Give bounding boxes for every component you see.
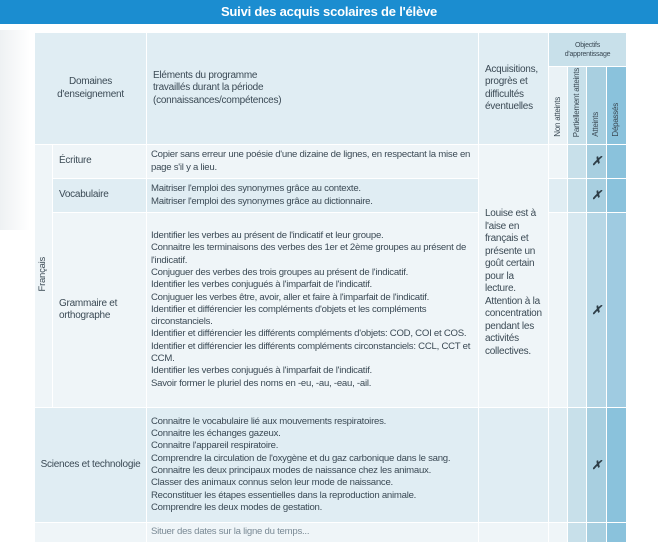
list-item: Connaitre les terminaisons des verbes des 1er et 2ème groupes au présent de l'indicatif. bbox=[151, 242, 467, 266]
header-depasses bbox=[607, 67, 627, 145]
page-shadow bbox=[0, 30, 30, 230]
domain-label: Français bbox=[37, 256, 49, 292]
subject-grammaire bbox=[53, 213, 147, 408]
table-row bbox=[35, 408, 627, 523]
items-vocabulaire bbox=[147, 179, 479, 213]
subject-vocabulaire: Vocabulaire bbox=[53, 179, 147, 213]
list-item: Identifier les verbes conjugués à l'imparfait de l'indicatif. bbox=[151, 365, 372, 377]
items-ecriture bbox=[147, 145, 479, 179]
level-label: Dépassés bbox=[611, 103, 621, 137]
header-elements-line3: (connaissances/compétences) bbox=[153, 94, 282, 106]
cell-non-atteints[interactable] bbox=[549, 145, 568, 179]
cell-non-atteints[interactable] bbox=[549, 179, 568, 213]
acquisitions-next bbox=[479, 523, 549, 543]
header-obj-line1: Objectifs bbox=[575, 41, 600, 49]
items-sciences bbox=[147, 408, 479, 523]
header-atteints bbox=[587, 67, 607, 145]
list-item: Connaitre les échanges gazeux. bbox=[151, 428, 281, 440]
table-row bbox=[35, 523, 627, 543]
cell-atteints[interactable]: ✗ bbox=[587, 408, 607, 523]
list-item: Savoir former le pluriel des noms en -eu, -au, -eau, -ail. bbox=[151, 377, 372, 389]
level-label: Partiellement atteints bbox=[571, 67, 581, 137]
list-item: Connaitre le vocabulaire lié aux mouvements respiratoires. bbox=[151, 415, 387, 427]
list-item: Maitriser l'emploi des synonymes grâce au dictionnaire. bbox=[151, 195, 373, 207]
acquisitions-francais bbox=[479, 145, 549, 408]
level-label: Non atteints bbox=[552, 97, 562, 137]
cell-non-atteints[interactable] bbox=[549, 213, 568, 408]
header-acq-line2: progrès et bbox=[485, 76, 528, 88]
cell-depasses[interactable] bbox=[607, 213, 627, 408]
list-item: Classer des animaux connus selon leur mode de naissance. bbox=[151, 477, 393, 489]
header-acquisitions bbox=[479, 33, 549, 145]
cell-depasses[interactable] bbox=[607, 523, 627, 543]
header-domaines-label: Domaines d'enseignement bbox=[57, 76, 124, 100]
list-item: Maitriser l'emploi des synonymes grâce au contexte. bbox=[151, 183, 361, 195]
list-item: Reconstituer les étapes essentielles dans la reproduction animale. bbox=[151, 489, 417, 501]
items-grammaire bbox=[147, 213, 479, 408]
header-domaines bbox=[35, 33, 147, 145]
acquisitions-text: Louise est à l'aise en français et présente un goût certain pour la lecture. Attention à la concentration pendant les activités collectives. bbox=[485, 208, 542, 357]
items-next bbox=[147, 523, 479, 543]
header-objectifs bbox=[549, 33, 627, 67]
list-item: Connaitre l'appareil respiratoire. bbox=[151, 440, 279, 452]
domain-next bbox=[35, 523, 147, 543]
list-item: Identifier et différencier les différents compléments d'objets: COD, COI et COS. bbox=[151, 328, 467, 340]
cell-depasses[interactable] bbox=[607, 179, 627, 213]
cell-non-atteints[interactable] bbox=[549, 523, 568, 543]
list-item: Conjuguer des verbes des trois groupes au présent de l'indicatif. bbox=[151, 266, 409, 278]
cell-partiellement-atteints[interactable] bbox=[568, 145, 587, 179]
list-item: Identifier les verbes conjugués à l'imparfait de l'indicatif. bbox=[151, 279, 372, 291]
cell-depasses[interactable] bbox=[607, 408, 627, 523]
cell-partiellement-atteints[interactable] bbox=[568, 523, 587, 543]
subject-ecriture: Écriture bbox=[53, 145, 147, 179]
list-item: Copier sans erreur une poésie d'une dizaine de lignes, en respectant la mise en page s'il y a lieu. bbox=[151, 149, 471, 173]
domain-francais bbox=[35, 145, 53, 408]
cell-atteints[interactable]: ✗ bbox=[587, 145, 607, 179]
acquisitions-sciences bbox=[479, 408, 549, 523]
cell-partiellement-atteints[interactable] bbox=[568, 179, 587, 213]
subject-label: Grammaire et orthographe bbox=[59, 297, 118, 321]
header-acq-line3: difficultés bbox=[485, 88, 524, 100]
list-item: Comprendre la circulation de l'oxygène et du gaz carbonique dans le sang. bbox=[151, 452, 451, 464]
header-obj-line2: d'apprentissage bbox=[564, 50, 611, 58]
header-acq-line1: Acquisitions, bbox=[485, 63, 538, 75]
header-elements bbox=[147, 33, 479, 145]
list-item: Situer des dates sur la ligne du temps... bbox=[151, 526, 310, 537]
domain-sciences: Sciences et technologie bbox=[35, 408, 147, 523]
cell-partiellement-atteints[interactable] bbox=[568, 213, 587, 408]
page-title: Suivi des acquis scolaires de l'élève bbox=[0, 0, 658, 24]
list-item: Identifier et différencier les compléments d'objets et les compléments circonstanciels. bbox=[151, 303, 427, 328]
cell-depasses[interactable] bbox=[607, 145, 627, 179]
header-partiellement-atteints bbox=[568, 67, 587, 145]
table-row bbox=[35, 145, 627, 179]
header-acq-line4: éventuelles bbox=[485, 100, 533, 112]
cell-atteints[interactable] bbox=[587, 523, 607, 543]
header-elements-line2: travaillés durant la période bbox=[153, 82, 264, 94]
cell-atteints[interactable]: ✗ bbox=[587, 213, 607, 408]
header-non-atteints bbox=[549, 67, 568, 145]
list-item: Conjuguer les verbes être, avoir, aller et faire à l'imparfait de l'indicatif. bbox=[151, 291, 429, 303]
header-elements-line1: Eléments du programme bbox=[153, 70, 258, 82]
cell-non-atteints[interactable] bbox=[549, 408, 568, 523]
list-item: Identifier les verbes au présent de l'indicatif et leur groupe. bbox=[151, 230, 384, 242]
level-label: Atteints bbox=[591, 112, 601, 137]
list-item: Comprendre les deux modes de gestation. bbox=[151, 501, 323, 513]
grades-table bbox=[34, 32, 627, 543]
list-item: Identifier et différencier les différents compléments circonstanciels: CCL, CCT et CCM. bbox=[151, 340, 471, 365]
cell-atteints[interactable]: ✗ bbox=[587, 179, 607, 213]
list-item: Connaitre les deux principaux modes de naissance chez les animaux. bbox=[151, 465, 432, 476]
cell-partiellement-atteints[interactable] bbox=[568, 408, 587, 523]
